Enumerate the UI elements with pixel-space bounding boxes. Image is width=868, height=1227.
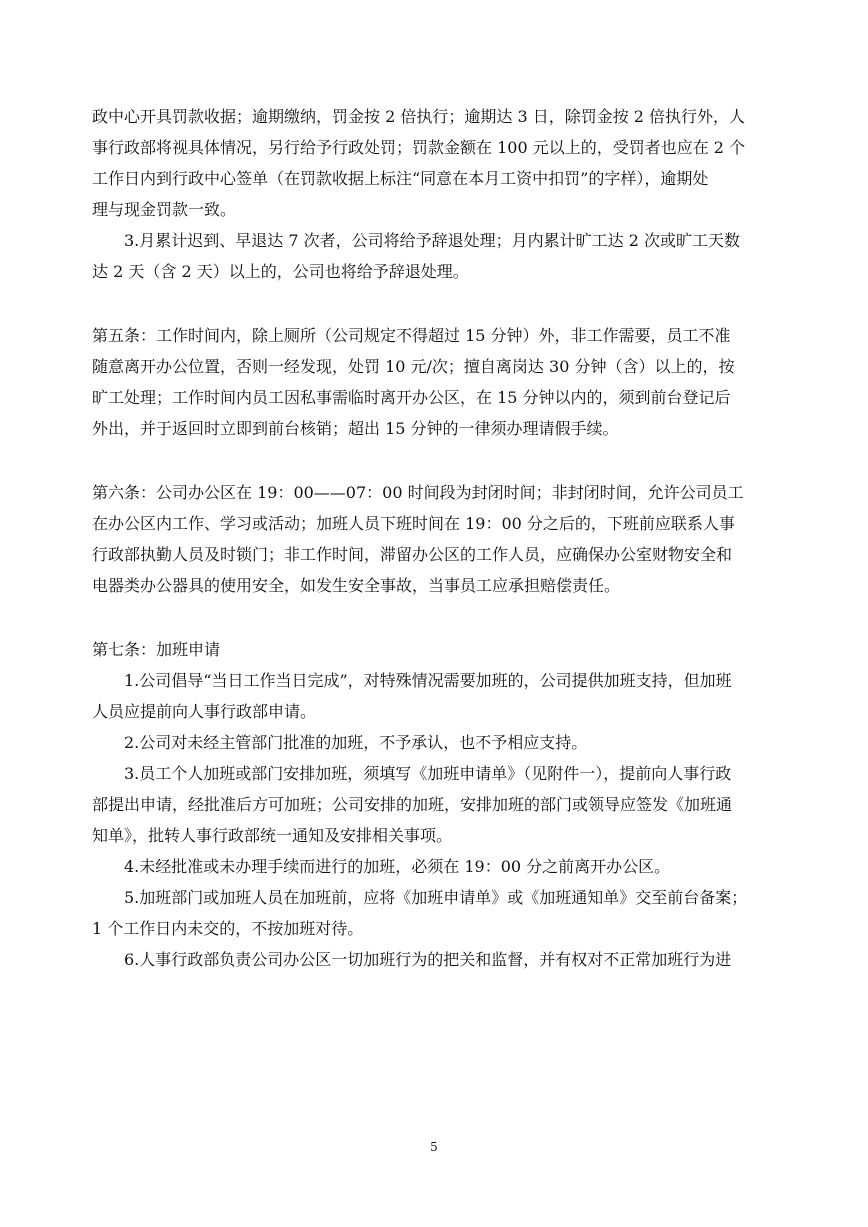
text-line: 第六条：公司办公区在 19：00——07：00 时间段为封闭时间；非封闭时间，允许公司员工 (92, 483, 744, 502)
text-line: 6.人事行政部负责公司办公区一切加班行为的把关和监督，并有权对不正常加班行为进 (124, 950, 732, 969)
document-body (92, 101, 790, 975)
paragraph-gap (92, 601, 790, 634)
text-line: 外出，并于返回时立即到前台核销；超出 15 分钟的一律须办理请假手续。 (92, 419, 619, 438)
text-line: 2.公司对未经主管部门批准的加班，不予承认，也不予相应支持。 (124, 733, 588, 752)
text-line: 电器类办公器具的使用安全，如发生安全事故，当事员工应承担赔偿责任。 (92, 576, 621, 595)
text-line: 行政部执勤人员及时锁门；非工作时间，滞留办公区的工作人员，应确保办公室财物安全和 (92, 545, 733, 564)
text-line: 4.未经批准或未办理手续而进行的加班，必须在 19：00 分之前离开办公区。 (124, 857, 671, 876)
text-line: 工作日内到行政中心签单（在罚款收据上标注“同意在本月工资中扣罚”的字样），逾期处 (92, 169, 709, 188)
text-line: 人员应提前向人事行政部申请。 (92, 702, 317, 721)
text-line: 第五条：工作时间内，除上厕所（公司规定不得超过 15 分钟）外，非工作需要，员工不准 (92, 326, 731, 345)
text-line: 政中心开具罚款收据；逾期缴纳，罚金按 2 倍执行；逾期达 3 日，除罚金按 2 倍执行外，人 (92, 107, 746, 126)
text-line: 旷工处理；工作时间内员工因私事需临时离开办公区，在 15 分钟以内的，须到前台登记后 (92, 388, 731, 407)
text-line: 3.月累计迟到、早退达 7 次者，公司将给予辞退处理；月内累计旷工达 2 次或旷工天数 (124, 231, 740, 250)
paragraph-gap (92, 444, 790, 477)
page-number: 5 (430, 1140, 438, 1154)
text-line: 随意离开办公位置，否则一经发现，处罚 10 元/次；擅自离岗达 30 分钟（含）以上的，按 (92, 357, 735, 376)
text-line: 知单》，批转人事行政部统一通知及安排相关事项。 (92, 826, 453, 845)
text-line: 事行政部将视具体情况，另行给予行政处罚；罚款金额在 100 元以上的，受罚者也应在 2 个 (92, 138, 746, 157)
section-heading: 第七条：加班申请 (92, 640, 221, 659)
paragraph-gap (92, 287, 790, 320)
text-line: 在办公区内工作、学习或活动；加班人员下班时间在 19：00 分之后的，下班前应联系人事 (92, 514, 735, 533)
text-line: 3.员工个人加班或部门安排加班，须填写《加班申请单》（见附件一），提前向人事行政 (124, 764, 732, 783)
text-line: 达 2 天（含 2 天）以上的，公司也将给予辞退处理。 (92, 262, 469, 281)
text-line: 1.公司倡导“当日工作当日完成”，对特殊情况需要加班的，公司提供加班支持，但加班 (124, 671, 732, 690)
text-line: 5.加班部门或加班人员在加班前，应将《加班申请单》或《加班通知单》交至前台备案； (124, 888, 748, 907)
text-line: 理与现金罚款一致。 (92, 200, 237, 219)
text-line: 1 个工作日内未交的，不按加班对待。 (92, 919, 364, 938)
text-line: 部提出申请，经批准后方可加班；公司安排的加班，安排加班的部门或领导应签发《加班通 (92, 795, 733, 814)
